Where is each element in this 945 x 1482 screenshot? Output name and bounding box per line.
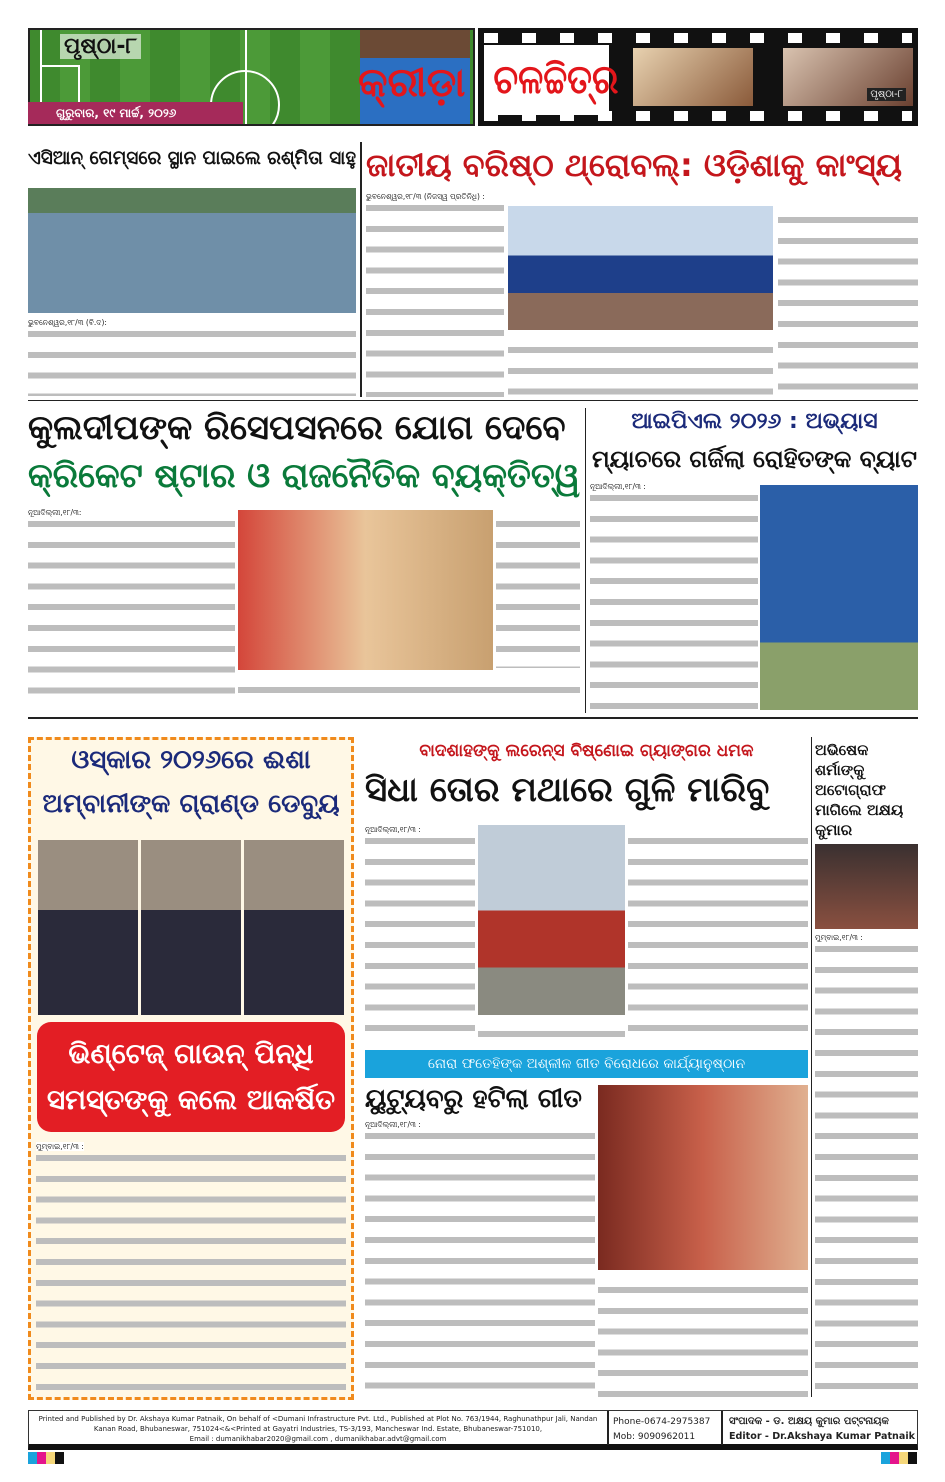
headline-oscar [36,746,346,775]
divider [28,717,918,719]
text-run: Phone-0674-2975387 [613,1417,711,1427]
article-body [365,825,475,1043]
article-body [365,1120,595,1397]
wedding-photo [238,510,493,670]
dateline: ନୂଆଦିଲ୍ଲୀ,୧୮/୩ : [365,1120,421,1129]
abhishek-article [815,740,918,1397]
subhead-line [45,1077,337,1123]
kicker-badshah [365,742,808,761]
article-body [36,1142,346,1396]
divider [28,400,918,401]
team-photo [508,206,773,330]
editor-name-odia [729,1414,915,1429]
nora-fatehi-photo [598,1085,808,1270]
dateline: ମୁମ୍ବାଇ,୧୮/୩ : [36,1142,84,1151]
divider [585,408,586,713]
badshah-photo [478,825,625,1015]
subheadline-ipl [592,446,917,472]
color-registration-mark [55,1452,64,1464]
dateline: ନୂଆଦିଲ୍ଲୀ,୧୮/୩ : [365,825,421,834]
rohit-batting-photo [760,485,918,710]
text-run: କ୍ରୀଡ଼ା [358,60,466,106]
article-body [28,318,356,396]
phone-number [613,1415,717,1430]
text-run: Mob: 9090962011 [613,1432,696,1442]
imprint-email [33,1434,603,1444]
article-body [238,674,580,708]
dateline: ମୁମ୍ବାଇ,୧୮/୩ : [815,933,863,942]
divider [360,142,362,397]
text-run: ପୃଷ୍ଠା-୮ [64,34,137,59]
text-run: କ୍ରିକେଟ ଷ୍ଟାର ଓ ରାଜନୈତିକ ବ୍ୟକ୍ତିତ୍ୱ [28,456,580,496]
actress-photo [633,48,753,106]
imprint-footer [28,1410,918,1450]
isha-ambani-photo [38,840,138,1015]
article-body [28,508,235,708]
article-body [628,825,808,1043]
text-run: ଭିଣ୍ଟେଜ୍ ଗାଉନ୍ ପିନ୍ଧି [68,1037,314,1070]
text-run: ଗୁରୁବାର, ୧୯ ମାର୍ଚ୍ଚ, ୨୦୨୬ [56,106,177,120]
text-run: ସମସ୍ତଙ୍କୁ କଲେ ଆକର୍ଷିତ [46,1083,336,1116]
akshay-abhishek-photo [815,844,918,929]
dateline: ଭୁବନେଶ୍ୱର,୧୮/୩ (ବି.ଦ): [28,318,107,327]
text-run: ଜାତୀୟ ବରିଷ୍ଠ ଥ୍ରୋବଲ୍: ଓଡ଼ିଶାକୁ କାଂସ୍ୟ [366,146,903,184]
issue-date [28,102,243,124]
oscar-subhead-box [37,1022,345,1132]
editor-name [729,1429,915,1444]
text-run: Editor - Dr.Akshaya Kumar Patnaik [729,1431,915,1442]
text-run: Email : dumanikhabar2020@gmail.com , dumanikhabar.advt@gmail.com [189,1435,447,1443]
headline-rashmita [28,148,356,169]
text-run: ସଂପାଦକ - ଡ. ଅକ୍ଷୟ କୁମାର ପଟ୍ଟନାୟକ [729,1416,889,1427]
text-run: ଅମ୍ବାନୀଙ୍କ ଗ୍ରାଣ୍ଡ ଡେବ୍ୟୁ [42,789,340,819]
subheadline-oscar [36,790,346,819]
dateline: ନୂଆଦିଲ୍ଲୀ,୧୮/୩ : [590,482,646,491]
headline-abhishek: ଅଭିଷେକ ଶର୍ମାଙ୍କୁ ଅଟୋଗ୍ରାଫ ମାଗିଲେ ଅକ୍ଷୟ କୁମାର [815,741,904,839]
text-run: ୟୁଟ୍ୟୁବରୁ ହଟିଲା ଗୀତ [365,1084,582,1114]
color-registration-mark [37,1452,46,1464]
text-run: Printed and Published by Dr. Akshaya Kumar Patnaik, On behalf of <Dumani Infrastructure Pvt. Ltd., Published at Plot No. 763/1944, Raghunathpur Jali, Nandan [38,1415,598,1423]
text-run: ନୋରା ଫତେହିଙ୍କ ଅଶ୍ଳୀଳ ଗୀତ ବିରୋଧରେ କାର୍ଯ୍ୟାନୁଷ୍ଠାନ [427,1056,746,1072]
text-run: ମ୍ୟାଚରେ ଗର୍ଜିଲା ରୋହିତଙ୍କ ବ୍ୟାଟ [592,445,917,473]
section-logo-cinema [484,45,619,115]
article-body [366,192,504,397]
dateline: ନୂଆଦିଲ୍ଲୀ,୧୮/୩: [28,508,82,517]
headline-kuldeep [28,410,580,447]
text-run: ଓସ୍କାର ୨୦୨୬ରେ ଈଶା [71,745,311,775]
section-logo-sports [358,48,478,118]
color-registration-mark [28,1452,37,1464]
article-body [496,508,580,668]
headline-nora [365,1085,595,1114]
color-registration-mark [881,1452,890,1464]
text-run: Kanan Road, Bhubaneswar, 751024<&<Printed at Gayatri Industries, TS-3/193, Mancheswar Ind. Estate, Bhubaneswar-751010, [93,1425,543,1433]
isha-ambani-photo [244,840,344,1015]
imprint-line [33,1424,603,1434]
divider [811,737,812,1397]
nora-banner [365,1050,808,1078]
text-run: ଚଳଚ୍ଚିତ୍ର [493,57,619,103]
text-run: ଆଇପିଏଲ ୨୦୨୬ : ଅଭ୍ୟାସ [631,409,878,434]
article-body [590,482,758,710]
text-run: କୁଲଦୀପଙ୍କ ରିସେପସନରେ ଯୋଗ ଦେବେ [28,408,566,448]
text-run: ସିଧା ତୋର ମଥାରେ ଗୁଳି ମାରିବୁ [365,770,770,810]
subhead-line [45,1031,337,1077]
article-body [815,933,918,1397]
article-body [598,1274,808,1397]
color-registration-mark [46,1452,55,1464]
headline-throwball [366,148,918,183]
article-body [778,204,918,397]
mobile-number [613,1430,717,1445]
page-number [60,34,141,59]
canoe-photo [28,188,356,313]
color-registration-mark [908,1452,917,1464]
subheadline-kuldeep [28,458,580,495]
isha-ambani-photo [141,840,241,1015]
headline-badshah [365,772,808,809]
headline-ipl [592,410,917,434]
article-body [508,334,773,397]
article-body [478,1018,625,1043]
color-registration-mark [899,1452,908,1464]
imprint-line [33,1414,603,1424]
text-run: ଏସିଆନ୍ ଗେମ୍ସରେ ସ୍ଥାନ ପାଇଲେ ରଶ୍ମିତା ସାହୁ [28,147,356,169]
text-run: ବାଦଶାହଙ୍କୁ ଲରେନ୍ସ ବିଷ୍ଣୋଇ ଗ୍ୟାଙ୍ଗର ଧମକ [419,741,754,761]
page-number-small: ପୃଷ୍ଠା-୮ [867,88,906,101]
color-registration-mark [890,1452,899,1464]
dateline: ଭୁବନେଶ୍ୱର,୧୮/୩ (ନିଜସ୍ୱ ପ୍ରତିନିଧି) : [366,192,485,201]
